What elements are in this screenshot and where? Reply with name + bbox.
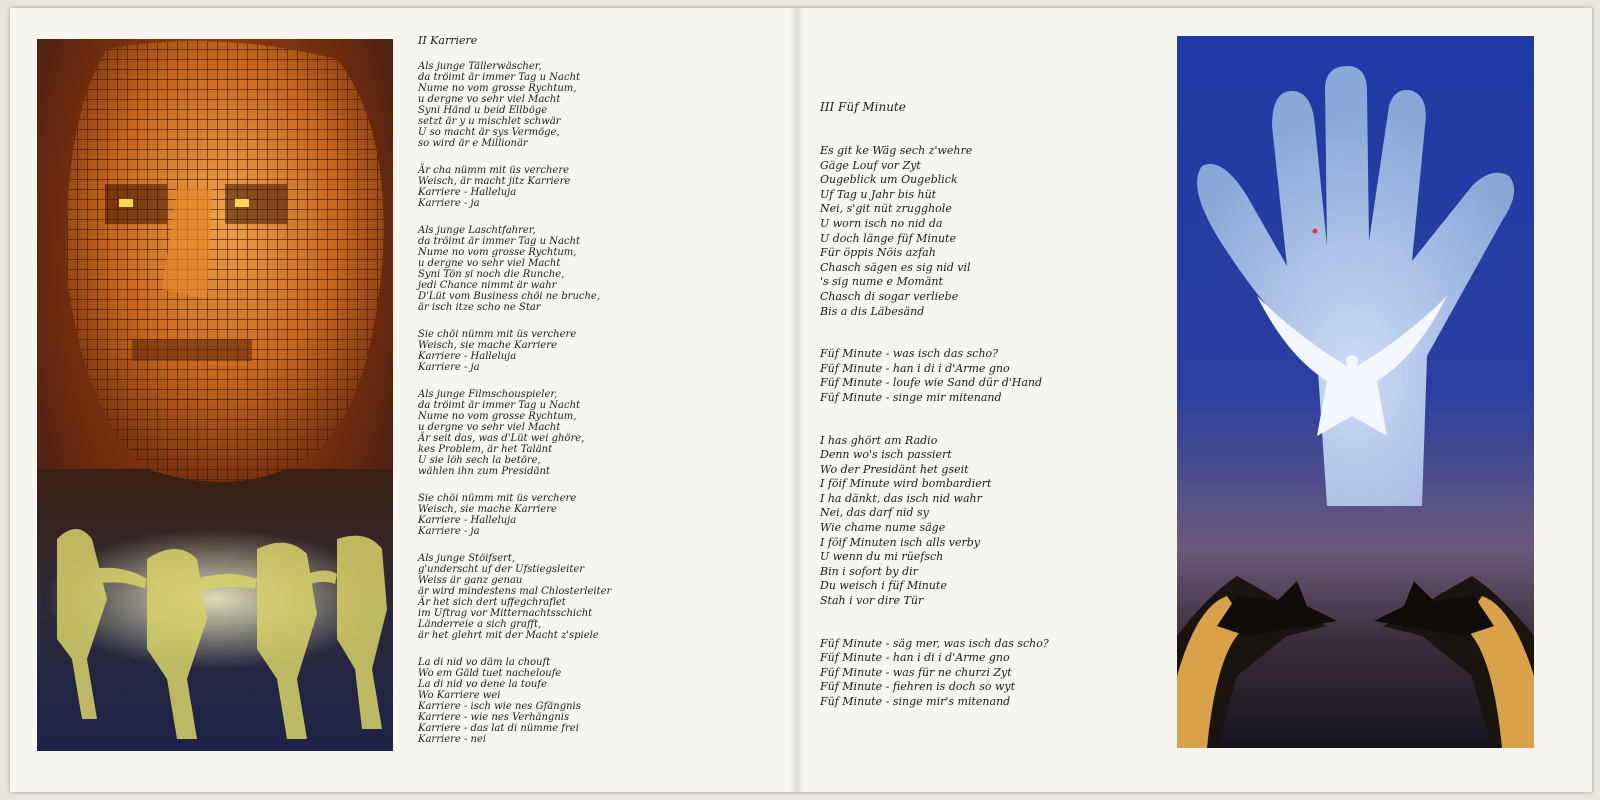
lyric-line: setzt är y u mischlet schwär	[418, 116, 561, 127]
lyrics-fuef-minute	[820, 100, 1160, 738]
verse	[418, 165, 758, 209]
lyric-line: Weiss är ganz genau	[418, 575, 523, 586]
lyric-line: Länderreie a sich grafft,	[418, 619, 542, 630]
lyric-line: I has ghört am Radio	[820, 433, 938, 447]
lyric-line: Füf Minute - singe mir's mitenand	[820, 695, 1011, 708]
lyric-line: Füf Minute - was für ne churzi Zyt	[820, 665, 1012, 679]
lyric-line: är wird mindestens mal Chlosterleiter	[418, 586, 612, 597]
lyric-line: Denn wo's isch passiert	[820, 448, 952, 462]
lyric-line: Stah i vor dire Tür	[820, 594, 924, 608]
lyric-line: Karriere - Halleluja	[418, 351, 517, 362]
lyric-line: Nume no vom grosse Rychtum,	[418, 411, 577, 422]
lyric-line: Es git ke Wäg sech z'wehre	[820, 144, 973, 157]
lyric-line: Chasch sägen es sig nid vil	[820, 260, 971, 274]
lyric-line: D'Lüt vom Business chöi ne bruche,	[418, 291, 601, 302]
lyric-line: U doch länge füf Minute	[820, 231, 956, 245]
lyric-line: da tröimt är immer Tag u Nacht	[418, 400, 581, 411]
lyric-line: 's sig nume e Momänt	[820, 275, 943, 289]
lyric-line: jedi Chance nimmt är wahr	[418, 280, 557, 291]
lyric-line: Uf Tag u Jahr bis hüt	[820, 187, 937, 201]
lyric-line: U worn isch no nid da	[820, 216, 943, 230]
lyric-line: Karriere - ja	[418, 198, 480, 209]
hand-dove-illustration	[1177, 36, 1534, 748]
lyric-line: Syni Händ u beid Ellböge	[418, 105, 548, 116]
verse	[418, 61, 758, 149]
mosaic-face-illustration	[37, 39, 393, 751]
lyric-line: Weisch, är macht jitz Karriere	[418, 176, 571, 187]
lyric-line: I föif Minute wird bombardiert	[820, 477, 992, 491]
lyric-line: Wie chame nume säge	[820, 521, 946, 535]
song-title-karriere: II Karriere	[418, 34, 478, 47]
verse	[820, 144, 1160, 319]
lyric-line: Wo em Gäld tuet nacheloufe	[418, 668, 562, 679]
lyric-line: Bin i sofort by dir	[820, 564, 918, 578]
lyric-line: Weisch, sie mache Karriere	[418, 340, 557, 351]
lyric-line: Nume no vom grosse Rychtum,	[418, 247, 577, 258]
lyric-line: Nei, das darf nid sy	[820, 506, 929, 520]
lyric-line: Chasch di sogar verliebe	[820, 289, 959, 303]
lyric-line: La di nid vo dene la toufe	[418, 679, 547, 690]
verse	[820, 347, 1160, 405]
lyric-line: Karriere - das lat di nümme frei	[418, 723, 579, 734]
verse	[418, 329, 758, 373]
lyric-line: u dergne vo sehr viel Macht	[418, 94, 561, 105]
lyric-line: Füf Minute - fiehren is doch so wyt	[820, 680, 1016, 694]
lyric-line: Als junge Stöifsert,	[418, 553, 516, 564]
lyric-line: Karriere - wie nes Verhängnis	[418, 712, 570, 723]
lyrics-karriere	[418, 34, 758, 761]
lyric-line: Karriere - isch wie nes Gfängnis	[418, 701, 581, 712]
verse	[820, 637, 1160, 710]
lyric-line: so wird är e Millionär	[418, 138, 528, 149]
lyric-line: wählen ihn zum Presidänt	[418, 466, 550, 477]
lyric-line: u dergne vo sehr viel Macht	[418, 258, 561, 269]
page-gutter	[790, 8, 804, 792]
lyric-line: är het glehrt mit der Macht z'spiele	[418, 630, 599, 641]
lyric-line: Karriere - nei	[418, 734, 487, 745]
lyric-line: Du weisch i füf Minute	[820, 579, 947, 593]
lyric-line: I föif Minuten isch alls verby	[820, 535, 980, 549]
lyric-line: U wenn du mi rüefsch	[820, 550, 944, 564]
lyric-line: Wo der Presidänt het gseit	[820, 462, 969, 476]
lyric-line: Syni Tön si noch die Runche,	[418, 269, 565, 280]
lyric-line: g'underscht uf der Ufstiegsleiter	[418, 564, 585, 575]
lyric-line: da tröimt är immer Tag u Nacht	[418, 72, 581, 83]
lyric-line: Karriere - Halleluja	[418, 187, 517, 198]
lyric-line: Füf Minute - säg mer, was isch das scho?	[820, 636, 1049, 650]
lyric-line: Nei, s'git nüt zrugghole	[820, 202, 952, 216]
lyric-line: Für öppis Nöis azfah	[820, 246, 936, 260]
lyric-line: Är het sich dert uffegchraflet	[418, 597, 566, 608]
lyric-line: Karriere - ja	[418, 526, 480, 537]
lyric-line: Ougeblick um Ougeblick	[820, 173, 958, 187]
lyric-line: Als junge Filmschouspieler,	[418, 389, 558, 400]
lyric-line: da tröimt är immer Tag u Nacht	[418, 236, 581, 247]
lyric-line: Weisch, sie mache Karriere	[418, 504, 557, 515]
lyric-line: Füf Minute - loufe wie Sand dür d'Hand	[820, 376, 1043, 390]
lyric-line: Füf Minute - han i di i d'Arme gno	[820, 651, 1010, 665]
lyric-line: im Uftrag vor Mitternachtsschicht	[418, 608, 593, 619]
verse	[418, 493, 758, 537]
lyric-line: Füf Minute - singe mir mitenand	[820, 390, 1002, 404]
lyric-line: u dergne vo sehr viel Macht	[418, 422, 561, 433]
lyric-line: Nume no vom grosse Rychtum,	[418, 83, 577, 94]
lyric-line: Als junge Tällerwäscher,	[418, 61, 542, 72]
lyric-line: Wo Karriere wei	[418, 690, 501, 701]
verse	[418, 553, 758, 641]
lyric-line: U sie löh sech la betöre,	[418, 455, 541, 466]
lyric-line: är isch itze scho ne Star	[418, 302, 541, 313]
verse	[418, 389, 758, 477]
verse	[820, 434, 1160, 609]
lyric-line: Gäge Louf vor Zyt	[820, 158, 921, 172]
lyric-line: U so macht är sys Vermöge,	[418, 127, 560, 138]
lyric-line: Karriere - Halleluja	[418, 515, 517, 526]
lyric-line: kes Problem, är het Talänt	[418, 444, 553, 455]
song-title-fuef-minute: III Füf Minute	[820, 100, 906, 114]
lyric-line: Är cha nümm mit üs verchere	[418, 165, 570, 176]
verse	[418, 225, 758, 313]
verse	[418, 657, 758, 745]
lyric-line: Sie chöi nümm mit üs verchere	[418, 493, 577, 504]
lyric-line: Füf Minute - was isch das scho?	[820, 347, 999, 361]
lyric-line: Är seit das, was d'Lüt wei ghöre,	[418, 433, 585, 444]
lyric-line: Füf Minute - han i di i d'Arme gno	[820, 361, 1010, 375]
lyric-line: La di nid vo däm la chouft	[418, 657, 551, 668]
lyric-line: Bis a dis Läbesänd	[820, 304, 925, 318]
lyric-line: Sie chöi nümm mit üs verchere	[418, 329, 577, 340]
lyric-line: Als junge Laschtfahrer,	[418, 225, 536, 236]
lyric-line: Karriere - ja	[418, 362, 480, 373]
lyric-line: I ha dänkt, das isch nid wahr	[820, 491, 982, 505]
